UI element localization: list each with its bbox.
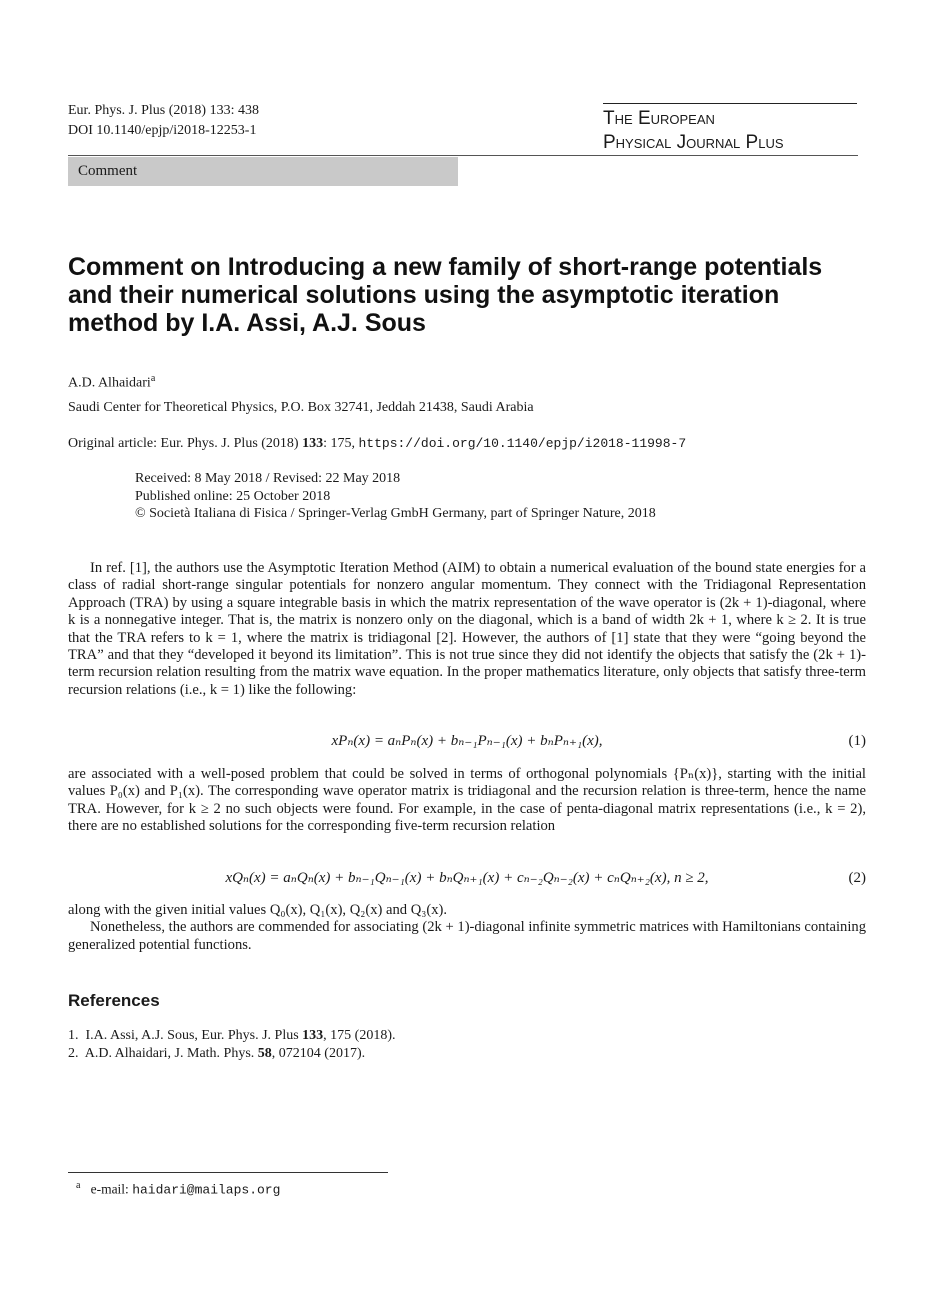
equation-2-formula: xQₙ(x) = aₙQₙ(x) + bₙ₋₁Qₙ₋₁(x) + bₙQₙ₊₁(x) + cₙ₋₂Qₙ₋₂(x) + cₙQₙ₊₂(x), n ≥ 2, — [225, 870, 709, 886]
equation-1-formula: xPₙ(x) = aₙPₙ(x) + bₙ₋₁Pₙ₋₁(x) + bₙPₙ₊₁(x), — [331, 733, 603, 749]
body-paragraph-2: are associated with a well-posed problem that could be solved in terms of orthogonal polynomials {Pₙ(x)}, starting with the initial values P₀(x) and P₁(x). The corresponding wave operator matrix is tridiagonal and the recursion relation is three-term, hence the name TRA. However, for k ≥ 2 no such objects were found. For example, in the case of penta-diagonal matrix representations (i.e., k = 2), there are no established solutions for the corresponding five-term recursion relation — [68, 766, 866, 835]
body-paragraph-1: In ref. [1], the authors use the Asymptotic Iteration Method (AIM) to obtain a numerical evaluation of the bound state energies for a class of radial short-range singular potentials for nonzero angular momentum. They connect with the Tridiagonal Representation Approach (TRA) by using a square integrable basis in which the matrix representation of the wave operator is (2k + 1)-diagonal, where k is a nonnegative integer. That is, the matrix is nonzero only on the diagonal, which is a band of width 2k + 1, where k ≥ 2. It is true that the TRA refers to k = 1, where the matrix is tridiagonal [2]. However, the authors of [1] state that they were “going beyond the TRA” and that they “developed it beyond its limitation”. This is not true since they did not identify the objects that satisfy the (2k + 1)-term recursion relation resulting from the matrix wave equation. In the proper mathematics literature, only objects that satisfy three-term recursion relations (i.e., k = 1) like the following: — [68, 560, 866, 698]
original-article: Original article: Eur. Phys. J. Plus (2018) 133: 175, https://doi.org/10.1140/epjp/i2018-11998-7 — [68, 436, 687, 451]
journal-name-line2: Physical Journal Plus — [603, 132, 784, 153]
original-doi-link[interactable]: https://doi.org/10.1140/epjp/i2018-11998-7 — [358, 436, 687, 451]
copyright-line: © Società Italiana di Fisica / Springer-Verlag GmbH Germany, part of Springer Nature, 2018 — [135, 506, 656, 521]
body-paragraph-4: Nonetheless, the authors are commended for associating (2k + 1)-diagonal infinite symmetric matrices with Hamiltonians containing generalized potential functions. — [68, 919, 866, 953]
equation-2-number: (2) — [848, 870, 866, 886]
doi-line: DOI 10.1140/epjp/i2018-12253-1 — [68, 123, 257, 138]
footnote-divider — [68, 1172, 388, 1173]
equation-1 — [68, 730, 866, 752]
citation-line: Eur. Phys. J. Plus (2018) 133: 438 — [68, 103, 259, 118]
header-divider — [68, 155, 858, 156]
email-link[interactable]: haidari@mailaps.org — [132, 1182, 281, 1198]
author-name: A.D. Alhaidari — [68, 375, 151, 391]
category-label: Comment — [68, 157, 458, 186]
published-line: Published online: 25 October 2018 — [135, 489, 331, 504]
equation-2 — [68, 867, 866, 889]
reference-item: 2. A.D. Alhaidari, J. Math. Phys. 58, 072104 (2017). — [68, 1045, 366, 1061]
journal-name — [603, 103, 857, 155]
author-mark: a — [150, 373, 156, 384]
author-line — [68, 370, 155, 393]
reference-item: 1. I.A. Assi, A.J. Sous, Eur. Phys. J. Plus 133, 175 (2018). — [68, 1028, 396, 1043]
article-title: Comment on Introducing a new family of short-range potentials and their numerical solutions using the asymptotic iteration method by I.A. Assi, A.J. Sous — [68, 253, 823, 337]
references-heading: References — [68, 991, 160, 1010]
journal-name-line1: The European — [603, 108, 715, 129]
received-line: Received: 8 May 2018 / Revised: 22 May 2018 — [135, 471, 401, 486]
equation-1-number: (1) — [848, 733, 866, 749]
footnote: $^a$ e-mail: haidari@mailaps.org — [76, 1180, 281, 1198]
body-paragraph-3: along with the given initial values Q₀(x), Q₁(x), Q₂(x) and Q₃(x). Nonetheless, the authors are commended for associating (2k + 1)-diagonal infinite symmetric matrices with Hamiltonians containing generalized potential functions. — [68, 902, 866, 953]
affiliation: Saudi Center for Theoretical Physics, P.O. Box 32741, Jeddah 21438, Saudi Arabia — [68, 400, 534, 415]
references-list — [68, 1027, 768, 1062]
original-volume: 133 — [302, 436, 324, 451]
footnote-mark: a — [76, 1180, 81, 1191]
